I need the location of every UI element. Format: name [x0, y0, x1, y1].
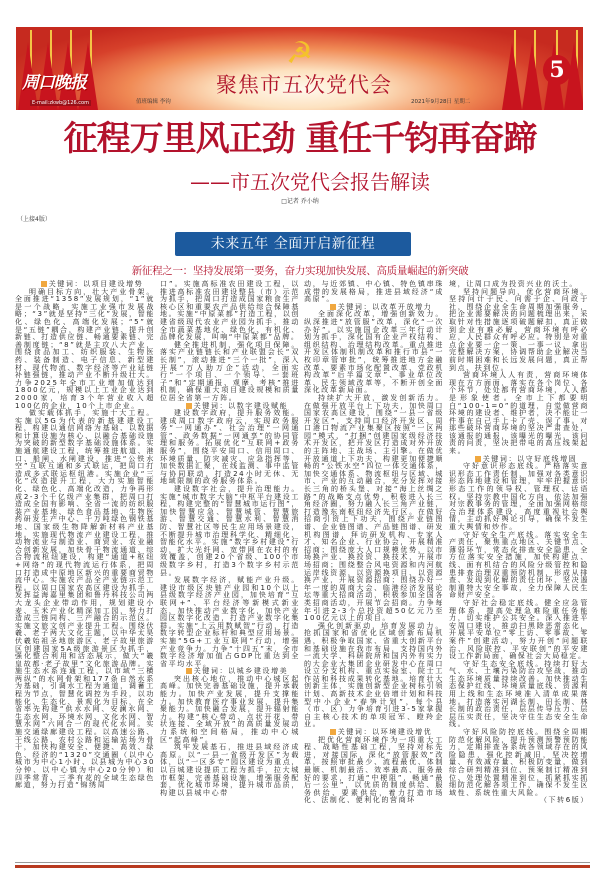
paragraph: 动，与近郊镇、中心镇、特色镇串珠成带的发展格局，推进县域经济“成高原”。 — [304, 280, 444, 304]
keyword-text: 关键词：以数字建设赋能 — [193, 401, 289, 410]
byline: □记者 乔小纳 — [281, 198, 319, 205]
keyword-marker-icon — [330, 304, 336, 310]
keyword-text: 关键词：以守好底线增固 — [482, 454, 578, 463]
red-flag-icon — [502, 42, 522, 110]
footer-rule — [15, 862, 590, 863]
paragraph: 境，让周口成为投资兴业的沃土。 — [449, 280, 578, 288]
section-title: 聚焦市五次党代会 — [216, 73, 392, 97]
paragraph: 守好安全生产底线。落实安全生产责任，聚焦重点地区、关键节点、薄弱环节，常态化排查安全隐患，全方位落实安全措施，加快构建点、线、面有机结合的风险分级管控和隐患排查治理双重预防机制，形成从排查、发现到化解的责任闭环，坚决遏制重特大安全事故，全力保障人民生命财产安全。 — [449, 530, 589, 600]
keyword-marker-icon — [186, 403, 192, 409]
paragraph: 做实载体抓手，实施十大工程。实施以5G为代表的新基建建设工程，构建以通信网络为基础、以数据和计算设施为核心、以融合基础设施为突破的新型数字基础设施体系。实施通航建设工程，统筹推进航道、港口、船闸、水闸建设，推进“公铁水空”互联互通和多式联运，把周口打造成多式联运枢纽港。实施企业“三化”改造提升工程，大力实施智能化、绿色化、高端化改造，力争再形成2-3个千亿级产业集群，把周口打造成全国有影响、全省一流的纺织服装产业基地、绿色食品基地、生物医药研发生产中心、千万吨绿色钢铁基地、国家级生物降解新材料产业基地。实施现代物流产业建设工程，推动物流业与制造业、商贸业、农业融合创新发展，加快骨干物流通道、综合物流枢纽建设，构建“通道+枢纽+网络”的现代物流运行体系，把周口打造成中原地区新兴的重要商贸物流中心。实施农产品全产业链示范工程。以周口国家农高区建设为抓手，发挥益海嘉里集团和鲁丹科技公司两大龙头企业带动作用，规划建设小麦、玉米产业化精深加工园，努力打造成三链同构、三产融合的示范区。实施文旅文创产业提升工程。围绕伏羲、老子两大文化主题，以中华太昊伏羲始祖圣地旅游区、老子故里旅游区创建国家5A级旅游景区为抓手，强化整合利用和活态展示，做大“羲皇故都·老子故里”文化旅游品牌。实施生态水系连通工程，以市域“三横两纵”的水网骨架和177条自然水系为基础，引调水工程为通道，调蓄工程为节点，智慧化调控为手段，以功能化、生态化、景观化为目标，在全省率先构建“供水水网、安澜水网、生态水网、环境水网、文化水网、智慧水网”六网合一的现代化水网。实施交通绿廊建设工程。以高速公路、干线公路、农村公路和运输站场为骨干，加快构建安全、便捷、高效、绿色、经济的“1320”交通圈（以中心城市为中心1小时、以县城为中心30分钟、以中心镇为中心20分钟）和四季常青、三季有花的全域生态绿色廊道，努力打造“锦绣周 — [15, 409, 155, 790]
paragraph: 把优化营商环境作为一项重大工程、战略性基础工程，坚持对标先进，对接国际，深化“放管服效”改革，按照审批最少、流程最优、体制最顺、机制最活、效率最高、服务最好的要求，打通“中梗阻”，畅通“最后一公里”，以优质的制度供给、服务供给、要素供给，着力打造市场化、法制化、便利化的营商环 — [304, 735, 444, 805]
paragraph: 营商环境人人有责，营商环境体现在方方面面，落实在各个岗位、各个环节，处处都有营商环境，人人都是形象使者。全市上下都要明白“100-1=0”的道理，自觉做营商环境的建设者、维护者，决不能让一件事在自己手上卡了壳、误了事。对那些破坏营商环境的坚决严肃查处，该通报的通报，该曝光的曝光，该问责的问责，坚决把带电的高压线架起来。 — [449, 371, 589, 456]
paragraph: 守好生态安全底线。持续打好大气、水、土壤污染防治攻坚战，推动生态环境质量持续改善。加快推动生态保护红线、环境质量底线、资源利用上线和生态环境准入清单成果落地。打造落实河湖长制、田长制、林长制的政治责任，层层传导压力、层层压实责任，坚决守住生态安全生命线。 — [449, 659, 589, 729]
article-subtitle: ——市五次党代会报告解读 — [190, 170, 430, 194]
paragraph: 建设数字社会，提升治理能力。实施“城市数字大脑”中枢平台建设工程，构建完整的“智慧城市运行图”，加快智慧应急、智慧城管、智慧旅游、智慧交通、智慧水利、智慧消防、智慧社区等民生应用场景建设，不断提升城市治理科学化、精细化、智能化水平。实施“数字乡村建设”行动，扩大光纤网、宽带网在农村的有效覆盖，创建20个省级、100个市级数字乡村，打造3个数字乡村示范县。 — [160, 485, 300, 577]
text-column-3 — [304, 281, 444, 805]
paragraph: 筑牢发展基石，推进县域经济成高原。以“一县一省级开发区”为载体，以“一区多专”园区建设为重点，以百城建设提质工程为抓手，拉大城市框架，完善基础设施，增强服务配套，优化城市环境，提升城市品质，构建以县城中心带 — [160, 743, 300, 797]
keyword-marker-icon — [330, 729, 336, 735]
keyword-marker-icon — [186, 668, 192, 674]
continued-to-note: （下转6版） — [539, 796, 589, 805]
paragraph: 坚持问题导向，优化营商环境。坚持问计于民、问需于企、问政于社，围绕企业全生命周期加强服务，把企业需要解决的问题梳理出来，采取针对性措施逐项破题解扣，真正做到企业有难必解、营商环境有呼必应，人民群众有呼必应。特别是对重点企业要一企一策、一事一议，拿出完整解决方案，协调帮助企业解决当前时期困难和长远发展问题，真正帮到点、扶到位。 — [449, 287, 589, 372]
masthead-banner — [16, 27, 583, 110]
paragraph: 全面深化改革，增强创新效力。纵深推进“放管服”改革，深化“一次办好”。以实施国企改革三年行动计划为抓手，深化国有企业产权结构、组织结构、治理结构改革。重点推进开发区体制机制改革和推行市县“一枚印章管审批”，统筹推进地方金融改革、要素市场化配置改革、党政机构改革“后半篇文章”、事业单位改革、民生领域改革等，不断开创全面深化改革新局面。 — [304, 310, 444, 395]
section-banner: 未来五年 全面开启新征程 — [175, 232, 411, 256]
paragraph: 口”。实施高标准农田建设工程，以推进高标准农田建设整县（市）示范为抓手，把周口打造成国家粮食生产核心区和重要农产品供给综合保障基地。实施“中原菜都”打造工程，以创建省级现代农业产业园为抓手，推动全市蔬菜基地化、绿色化、有机化、品牌化发展，叫响“中原菜都”品牌。 — [160, 280, 300, 342]
article-subheading: 新征程之一：坚持发展第一要务，奋力实现加快发展、高质量崛起的新突破 — [131, 265, 469, 277]
keyword-marker-icon — [475, 456, 481, 462]
text-column-1 — [15, 281, 155, 790]
paragraph: 守好风险防控底线。围绕全周期防范化解风险，提升预测预警预防能力，定期排查各系统各领域存在的风险隐患，强化控新减旧，坚决控增量、有效减存量、积极防变量，做到综合研判精准到位、预案制订精准到位、处理处置精准到位，抓紧抓实抓细防范化解各项工作，确保不发生区域性、系统性重大风险。 — [449, 728, 589, 797]
article-headline: 征程万里风正劲 重任千钧再奋蹄 — [63, 119, 537, 159]
paragraph: 健全推进机制，强化项目保障。落实产业链链长和产业联盟会长“双长制”，滚动推进“三个一批”，深入开展“万人助万企”活动，全面实行“一个项目、一个领导、一套班子”和“定期通报、观摩、考核”推进机制，确保重大项目建设规模和质量位居全省第一方阵。 — [160, 340, 300, 402]
paragraph: 发展数字经济，赋能产业升级。建设市级区块链产业园和10个以上县级数字经济产业园，加快培育“互联网+”、平台经济等新模式新业态，加快推动产业数字化，加快产业园区数字化改造，打造产业数字化集群。实施“上云用数赋智”行动，打造数字转型企业标杆和典型应用场景。实施“5G+工业互联网”行动，增强产业竞争力。力争“十四五”末，全市数字经济增加值占GDP比重达到全省平均水平。 — [160, 576, 300, 668]
paragraph: 持续扩大开放，激发创新活力。在做强开放平台上下功夫，加快周口国家农高区建设，围绕“一县一省级开发区”，支持周口经济开发区、周口港口物流产业集聚区按照“一区两园”模式，“打捆”创建国家级经济技术开发区，把开发区打造成对外开放的主阵地、主战场、主引擎。在做优开放通道上下功夫，构建更加便捷顺畅的“公铁水空”四位一体交通体系，加快交通体系、物流枢纽与区域、城市、产业的互动融合，充分发挥对接长三角的桥头堡、对接“海上丝绸之路”的战略支点优势，积极进入长三角经济圈，努力融入长三角产业链，打造豫东南枢纽经济先行区。在做好招商引资上下功夫，围绕产业链图谱、企业链图谱、产品链图谱、研发机构图谱，拜访研发机构、专家人才、知名企业、行业协会，开展精准招商；围绕庞大人口规模优势，以市场换产业、换投资、换技术，开展市场招商；围绕整合风电资源和内河航运岸线资源，以资源换项目、以资源换产业，开展资源招商；围绕办好一年一度的周商大会、临港经济发展论坛等重大招商活动，积极参加全国各类招商活动，开展节会招商。力争每年引进2-3个总投资超50亿元乃至100亿元以上的项目。 — [304, 393, 444, 623]
red-flag-icon — [522, 42, 542, 110]
paragraph: 建设数字政府，提升服务效能。建成周口数字政府云，实现政务服务“一网通办”、社会治理“一网通管”、政务数据“一网通享”的协同管理和服务。拓展优化“互联网+政务服务”，围绕平安周口、信用周口、环境质量、防灾减灾、应急指挥等，加快数据汇聚，在线监测、事中监管与协同联动，打造24小时无休、无地域限制的政务服务体系。 — [160, 409, 300, 486]
keyword-marker-icon — [41, 281, 47, 287]
continued-from-note: （上接4版） — [17, 216, 51, 223]
paragraph: 突出核心地位，推动中心城区起高峰。加快完善基础设施，提升承载能力。加快产业发展，提升支撑能力。加快教育医疗事业发展，提升集聚能力。加快融合发展，提升辐射能力。构建“核心带动、点状开花、带状连接、全域开放”的高质量发展动力系统和空间格局，推动中心城区“起高峰”。 — [160, 674, 300, 744]
keyword-text: 关键词：以改革开放增力 — [337, 302, 433, 311]
page-number-badge: 5 — [543, 55, 571, 85]
paragraph: 守好意识形态底线。严格落实意识形态工作责任制，加强对各类意识形态阵地建设和管理，牢牢把握意识形态工作的领导权、管理权、话语权。坚持宗教中国化方向，依法加强对宗教事务的管理，全面加强网格综合治理体系建设，高度重视社会舆情，主动抓好舆论引导，确保不发生重大舆情和炒作。 — [449, 462, 589, 531]
editor-credit: 值班编辑 李钧 — [136, 99, 171, 105]
paragraph: 强化创新驱动，培育发展动力。抢抓国家和省优化区域创新布局机遇，积极争取国家、省重大创新平台和基础设施在我市布局，支持国内外一流大学、科研院所和国内外有实力的大企业大集团企业研发中心在周口设立分支机构、重点实验室、院士工作站和科技成果转化基地。培育壮大创新主体，实施创新型企业树标引领计划、高新技术企业倍增计划和科技型中小企业“春笋计划”，每个县（市、区）力争培育引进3-5家掌握自主核心技术的单项冠军、瞪羚企业。 — [304, 621, 444, 729]
issue-date: 2021年9月28日 星期二 — [411, 99, 471, 105]
text-column-4 — [449, 281, 589, 805]
text-column-2 — [160, 281, 300, 797]
paragraph: 守好社会稳定底线。健全应急管理体系，提高处理急难险重任务能力，切实维护公共安全。深入推进平安周口建设，推动扫黑除恶常态化，开展平安单位“零上访、零事故、零案件”创建活动，努力开创“问题联治、风险联控、平安联创”的平安建设工作新局面，确保社会大局稳定。 — [449, 598, 589, 661]
newspaper-logo: 周口晚报 — [22, 73, 86, 93]
keyword-text: 关键词：以环境建设增优 — [337, 728, 433, 737]
logo-email: E-mail:zkwb@126.com — [32, 100, 89, 106]
paragraph: 明确目标方向，壮大产业骨架。全面推进“1358”发展规划，“1”就是一个战略，实施工业强市发展战略；“3”就是坚持“三化”发展，智能化、绿色化、高端化发展；“5”就是“五链”耦合，构建产业链、提升创新链、打造供应链、畅通要素链、完善制度链；“8”就是主攻八大产业，围绕食品加工、纺织服装、生物医药、装备制造、电子信息、新型建材、现代物流、数字经济等产业延链补链强链，推动产业不断升级壮大。力争2025年全市工业增加值达到1800亿元，规模以上工业企业达到2000家，培育3个年营业收入超100亿的企业，10个上市企业。 — [15, 287, 155, 410]
footer-rule-red — [15, 865, 590, 868]
party-emblem-icon: ☭ — [286, 36, 313, 71]
keyword-text: 关键词：以城乡建设增美 — [193, 667, 289, 676]
keyword-text: 关键词：以项目建设增势 — [48, 280, 144, 288]
